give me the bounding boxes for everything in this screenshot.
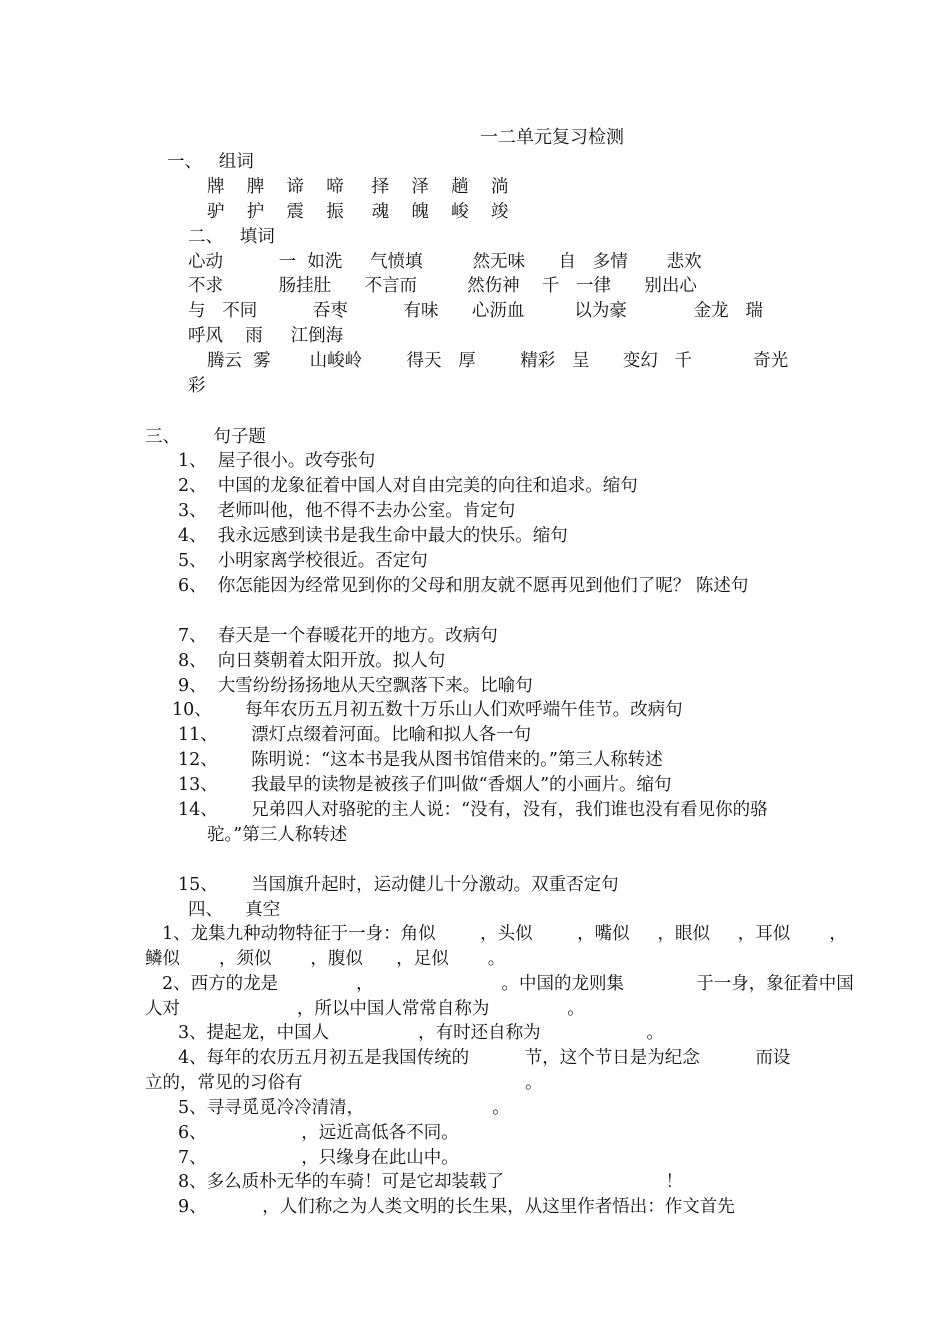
section-heading: 一、 组词 [167,152,254,172]
fill-blank-line: 人对 ，所以中国人常常自称为 。 [145,999,585,1019]
fill-blank-line: 2、西方的龙是 ， 。中国的龙则集 于一身，象征着中国 [162,974,854,994]
sentence-item: 15、 当国旗升起时，运动健儿十分激动。双重否定句 [178,875,619,895]
sentence-item: 1、 屋子很小。改夸张句 [178,451,376,471]
sentence-item: 11、 漂灯点缀着河面。比喻和拟人各一句 [178,725,532,745]
sentence-item: 5、 小明家离学校很近。否定句 [178,551,428,571]
sentence-item: 12、 陈明说：“这本书是我从图书馆借来的。”第三人称转述 [178,750,663,770]
fill-blank-line: 7、 ，只缘身在此山中。 [178,1148,459,1168]
sentence-item: 4、 我永远感到读书是我生命中最大的快乐。缩句 [178,526,568,546]
sentence-item: 9、 大雪纷纷扬扬地从天空飘落下来。比喻句 [178,676,533,696]
fill-blank-line: 鳞似 ，须似 ，腹似 ，足似 。 [145,949,506,969]
sentence-item: 2、 中国的龙象征着中国人对自由完美的向往和追求。缩句 [178,476,638,496]
fill-word-line: 彩 [188,376,206,396]
sentence-item: 14、 兄弟四人对骆驼的主人说：“没有，没有，我们谁也没有看见你的骆 [178,800,768,820]
fill-blank-line: 3、提起龙，中国人 ，有时还自称为 。 [178,1023,664,1043]
fill-blank-line: 立的，常见的习俗有 。 [145,1073,543,1093]
fill-word-line: 不求 肠挂肚 不言而 然伤神 千 一律 别出心 [188,276,697,296]
fill-blank-line: 8、多么质朴无华的车骑！可是它却装载了 ！ [178,1172,683,1192]
fill-word-line: 呼风 雨 江倒海 [188,326,344,346]
fill-word-line: 心动 一 如洗 气愤填 然无味 自 多情 悲欢 [188,252,702,272]
sentence-item: 3、 老师叫他，他不得不去办公室。肯定句 [178,501,516,521]
fill-blank-line: 5、寻寻觅觅冷冷清清， 。 [178,1098,510,1118]
fill-word-line: 与 不同 吞枣 有味 心沥血 以为豪 金龙 瑞 [188,301,763,321]
section-heading: 二、 填词 [188,227,275,247]
fill-blank-line: 6、 ，远近高低各不同。 [178,1123,459,1143]
word-group-line: 驴 护 震 振 魂 魄 峻 竣 [207,202,509,222]
word-group-line: 牌 脾 谛 啼 择 泽 趟 淌 [207,177,509,197]
sentence-item: 13、 我最早的读物是被孩子们叫做“香烟人”的小画片。缩句 [178,775,672,795]
document-title: 一二单元复习检测 [480,127,624,148]
sentence-item: 8、 向日葵朝着太阳开放。拟人句 [178,651,446,671]
fill-blank-line: 9、 ，人们称之为人类文明的长生果，从这里作者悟出：作文首先 [178,1197,735,1217]
fill-blank-line: 4、每年的农历五月初五是我国传统的 节，这个节日是为纪念 而设 [178,1048,791,1068]
fill-word-line: 腾云 雾 山峻岭 得天 厚 精彩 呈 变幻 千 奇光 [207,351,789,371]
sentence-item-continued: 驼。”第三人称转述 [207,825,348,845]
sentence-item: 6、 你怎能因为经常见到你的父母和朋友就不愿再见到他们了呢？ 陈述句 [178,576,749,596]
sentence-item: 10、 每年农历五月初五数十万乐山人们欢呼端午佳节。改病句 [172,700,683,720]
fill-blank-line: 1、龙集九种动物特征于一身：角似 ，头似 ，嘴似 ，眼似 ，耳似 ， [162,924,847,944]
sentence-item: 7、 春天是一个春暖花开的地方。改病句 [178,626,498,646]
section-heading: 三、 句子题 [145,427,266,447]
section-heading: 四、 真空 [188,900,281,920]
